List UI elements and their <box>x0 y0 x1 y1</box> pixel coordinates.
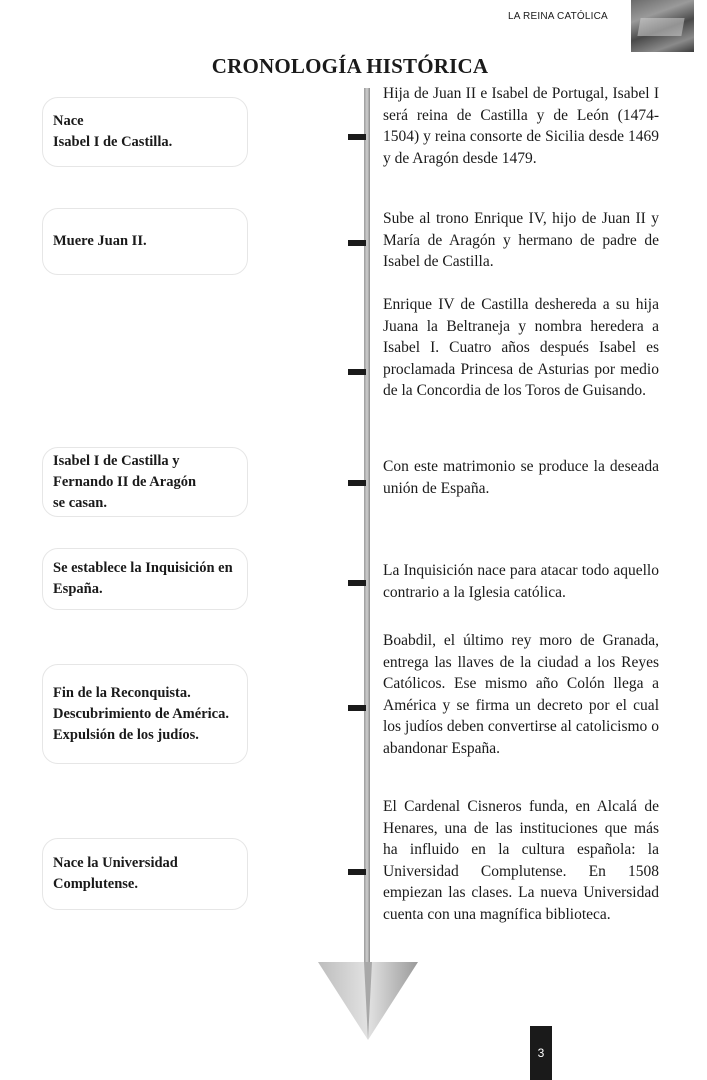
event-box-line: Fin de la Reconquista. <box>53 684 191 701</box>
event-tick <box>348 480 366 486</box>
event-box-line: se casan. <box>53 494 107 511</box>
event-tick <box>348 869 366 875</box>
event-box <box>42 208 248 275</box>
event-box-line: Nace la Universidad Complutense. <box>53 855 178 892</box>
event-box <box>42 664 248 764</box>
event-box-line: Isabel I de Castilla y <box>53 452 180 469</box>
event-description: El Cardenal Cisneros funda, en Alcalá de Henares, una de las instituciones que más ha influido en la cultura española: la Universidad Complutense. En 1508 empiezan las clases. La nueva Universidad cuenta con una magnífica biblioteca. <box>383 798 659 923</box>
event-description: Con este matrimonio se produce la deseada unión de España. <box>383 458 659 497</box>
event-box <box>42 447 248 517</box>
event-box-line: Muere Juan II. <box>53 233 147 249</box>
event-box <box>42 97 248 167</box>
event-box <box>42 548 248 610</box>
event-description: Enrique IV de Castilla deshereda a su hija Juana la Beltraneja y nombra heredera a Isabel I. Cuatro años después Isabel es proclamada Princesa de Asturias por medio de la Concordia de los Toros de Guisando. <box>383 296 659 399</box>
event-box-line: Isabel I de Castilla. <box>53 134 173 150</box>
page-number: 3 <box>530 1026 552 1080</box>
event-box-line: Descubrimiento de América. <box>53 705 229 722</box>
event-box-line: Se establece la Inquisición en España. <box>53 560 233 597</box>
event-tick <box>348 369 366 375</box>
running-head: LA REINA CATÓLICA <box>508 11 608 22</box>
event-description: Boabdil, el último rey moro de Granada, entrega las llaves de la ciudad a los Reyes Católicos. Ese mismo año Colón llega a América y se firma un decreto por el cual los judíos deben convertirse al catolicismo o abandonar España. <box>383 632 659 757</box>
event-tick <box>348 580 366 586</box>
event-description: La Inquisición nace para atacar todo aquello contrario a la Iglesia católica. <box>383 562 659 601</box>
event-box-line: Expulsión de los judíos. <box>53 726 199 743</box>
event-tick <box>348 240 366 246</box>
event-tick <box>348 705 366 711</box>
page-title: CRONOLOGÍA HISTÓRICA <box>211 54 489 78</box>
corner-thumbnail-photo <box>631 0 694 52</box>
timeline-arrow-head <box>318 960 418 1042</box>
event-description: Sube al trono Enrique IV, hijo de Juan II y María de Aragón y hermano de padre de Isabel de Castilla. <box>383 210 659 270</box>
event-tick <box>348 134 366 140</box>
event-box-line: Nace <box>53 113 84 129</box>
event-description: Hija de Juan II e Isabel de Portugal, Isabel I será reina de Castilla y de León (1474-1504) y reina consorte de Sicilia desde 1469 y de Aragón desde 1479. <box>383 85 659 167</box>
event-box-line: Fernando II de Aragón <box>53 473 197 490</box>
timeline-axis <box>364 88 370 978</box>
event-box <box>42 838 248 910</box>
